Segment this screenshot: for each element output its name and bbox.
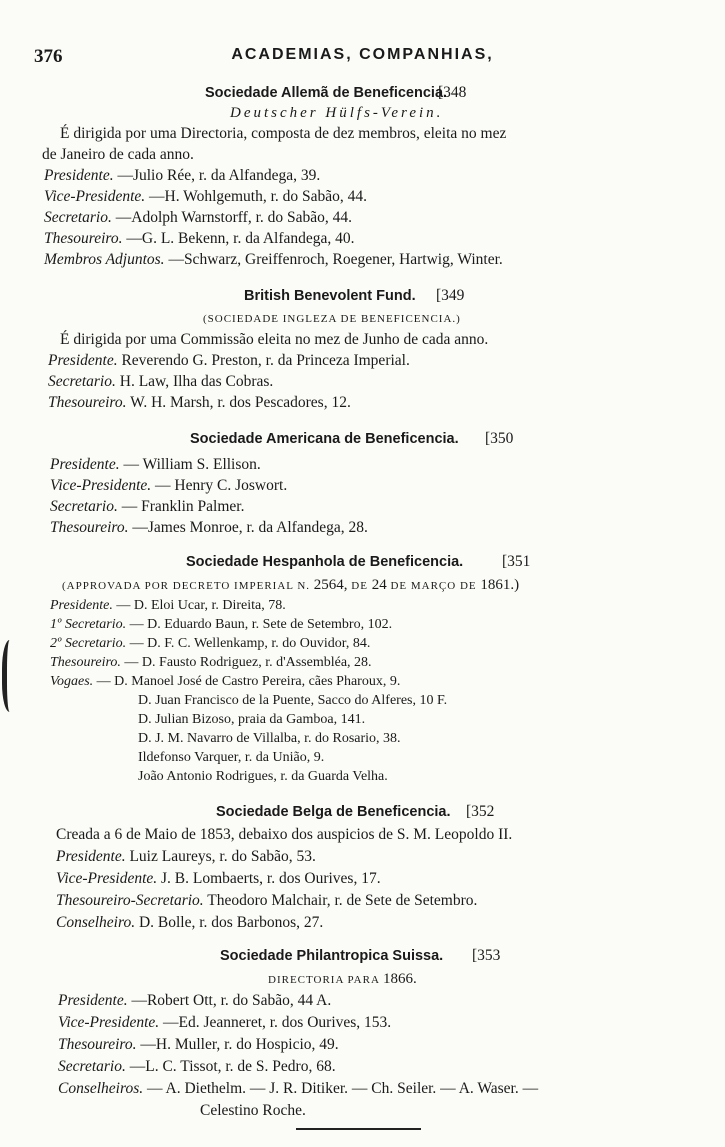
section-title: Sociedade Hespanhola de Beneficencia. — [186, 554, 464, 570]
entry-text: — D. Eduardo Baun, r. Sete de Setembro, 102. — [129, 617, 393, 632]
entry-role: Vogaes. — [50, 674, 94, 689]
entry-text: H. Law, Ilha das Cobras. — [119, 373, 274, 390]
entry-text: — D. Eloi Ucar, r. Direita, 78. — [116, 598, 286, 613]
entry-role: Vice-Presidente. — [44, 188, 146, 205]
entry-text: —Julio Rée, r. da Alfandega, 39. — [117, 167, 321, 184]
entry-role: Secretario. — [48, 373, 116, 390]
section-350-heading — [190, 430, 514, 448]
entry-line — [48, 373, 273, 391]
binding-edge-mark — [2, 640, 21, 712]
entry-line — [56, 914, 323, 932]
continuation-line: Celestino Roche. — [200, 1102, 306, 1119]
entry-role: Presidente. — [50, 598, 113, 613]
entry-role: Conselheiros. — [58, 1080, 144, 1097]
section-349-heading — [244, 287, 465, 305]
entry-line — [50, 616, 392, 634]
entry-text: J. B. Lombaerts, r. dos Ourives, 17. — [161, 870, 381, 887]
entry-line — [56, 848, 316, 866]
section-intro: Creada a 6 de Maio de 1853, debaixo dos auspicios de S. M. Leopoldo II. — [56, 826, 513, 843]
entry-line — [58, 992, 331, 1010]
entry-line — [50, 498, 244, 516]
entry-role: Vice-Presidente. — [50, 477, 152, 494]
entry-role: Thesoureiro. — [58, 1036, 137, 1053]
section-number: [348 — [438, 84, 467, 101]
running-title: ACADEMIAS, COMPANHIAS, — [231, 46, 494, 63]
vogal-line: Ildefonso Varquer, r. da União, 9. — [138, 750, 325, 765]
entry-text: —James Monroe, r. da Alfandega, 28. — [132, 519, 368, 536]
entry-line — [48, 352, 410, 370]
entry-role: Conselheiro. — [56, 914, 136, 931]
vogal-line: D. J. M. Navarro de Villalba, r. do Rosario, 38. — [138, 731, 401, 746]
entry-role: 2º Secretario. — [50, 636, 127, 651]
entry-role: 1º Secretario. — [50, 617, 127, 632]
entry-role: Presidente. — [56, 848, 126, 865]
section-number: [353 — [472, 947, 501, 964]
page-number: 376 — [34, 46, 63, 67]
entry-line — [50, 654, 372, 672]
entry-line — [58, 1014, 391, 1032]
entry-role: Secretario. — [44, 209, 112, 226]
entry-text: — Henry C. Joswort. — [155, 477, 288, 494]
entry-text: Reverendo G. Preston, r. da Princeza Imperial. — [121, 352, 410, 369]
section-intro: É dirigida por uma Directoria, composta de dez membros, eleita no mez — [60, 125, 507, 142]
entry-line — [50, 477, 287, 495]
entry-text: — Franklin Palmer. — [121, 498, 245, 515]
vogal-line: João Antonio Rodrigues, r. da Guarda Velha. — [138, 769, 388, 784]
entry-line — [58, 1058, 336, 1076]
decree-mid: DE — [351, 580, 368, 592]
entry-line — [50, 597, 286, 615]
entry-text: D. Bolle, r. dos Barbonos, 27. — [138, 914, 324, 931]
entry-line — [50, 519, 368, 537]
entry-line — [56, 892, 477, 910]
entry-text: —Schwarz, Greiffenroch, Roegener, Hartwig, Winter. — [168, 251, 503, 268]
entry-line — [58, 1036, 339, 1054]
section-title: Sociedade Belga de Beneficencia. — [216, 804, 451, 820]
entry-role: Thesoureiro. — [50, 655, 121, 670]
entry-role: Thesoureiro. — [50, 519, 129, 536]
section-title: Sociedade Allemã de Beneficencia. — [205, 85, 448, 101]
entry-line — [50, 673, 400, 691]
entry-role: Thesoureiro-Secretario. — [56, 892, 204, 909]
section-number: [351 — [502, 553, 531, 570]
entry-text: —Robert Ott, r. do Sabão, 44 A. — [131, 992, 332, 1009]
entry-role: Vice-Presidente. — [58, 1014, 160, 1031]
entry-role: Secretario. — [58, 1058, 126, 1075]
section-351-heading — [186, 553, 531, 571]
entry-role: Vice-Presidente. — [56, 870, 158, 887]
entry-role: Thesoureiro. — [48, 394, 127, 411]
entry-line — [50, 635, 370, 653]
entry-text: —H. Muller, r. do Hospicio, 49. — [140, 1036, 339, 1053]
section-subtitle: Deutscher Hülfs-Verein. — [230, 105, 444, 121]
section-353-heading — [220, 947, 501, 965]
entry-text: — A. Diethelm. — J. R. Ditiker. — Ch. Seiler. — A. Waser. — — [146, 1080, 539, 1097]
entry-line — [50, 456, 261, 474]
entry-text: —L. C. Tissot, r. de S. Pedro, 68. — [129, 1058, 336, 1075]
entry-line — [58, 1080, 538, 1098]
section-intro: de Janeiro de cada anno. — [42, 146, 194, 163]
entry-text: —Ed. Jeanneret, r. dos Ourives, 153. — [163, 1014, 392, 1031]
entry-line — [44, 251, 503, 269]
entry-line — [56, 870, 381, 888]
entry-line — [44, 188, 367, 206]
entry-text: —G. L. Bekenn, r. da Alfandega, 40. — [126, 230, 355, 247]
entry-line — [44, 209, 352, 227]
directoria-year: 1866. — [383, 971, 417, 987]
entry-role: Presidente. — [48, 352, 118, 369]
section-subtitle: (SOCIEDADE INGLEZA DE BENEFICENCIA.) — [203, 313, 461, 325]
entry-text: W. H. Marsh, r. dos Pescadores, 12. — [130, 394, 351, 411]
entry-text: — D. Manoel José de Castro Pereira, cães Pharoux, 9. — [96, 674, 401, 689]
decree-suffix: DE MARÇO DE — [390, 580, 477, 592]
entry-role: Membros Adjuntos. — [44, 251, 165, 268]
entry-text: — D. F. C. Wellenkamp, r. do Ouvidor, 84. — [129, 636, 371, 651]
decree-number: 2564, — [313, 577, 348, 593]
entry-role: Presidente. — [50, 456, 120, 473]
entry-text: — William S. Ellison. — [123, 456, 261, 473]
section-348-heading — [205, 84, 467, 102]
entry-role: Presidente. — [58, 992, 128, 1009]
closing-rule — [296, 1128, 421, 1130]
directoria-label: DIRECTORIA PARA — [268, 974, 380, 986]
section-title: Sociedade Philantropica Suissa. — [220, 948, 444, 964]
vogal-line: D. Julian Bizoso, praia da Gamboa, 141. — [138, 712, 366, 727]
decree-day: 24 — [371, 577, 387, 593]
entry-text: Theodoro Malchair, r. de Sete de Setembro. — [207, 892, 478, 909]
section-title: British Benevolent Fund. — [244, 288, 416, 304]
entry-role: Secretario. — [50, 498, 118, 515]
entry-line — [48, 394, 351, 412]
decree-line — [62, 576, 519, 595]
entry-text: —H. Wohlgemuth, r. do Sabão, 44. — [149, 188, 368, 205]
vogal-line: D. Juan Francisco de la Puente, Sacco do Alferes, 10 F. — [138, 693, 448, 708]
entry-text: Luiz Laureys, r. do Sabão, 53. — [129, 848, 316, 865]
section-352-heading — [216, 803, 495, 821]
section-number: [352 — [466, 803, 495, 820]
entry-text: —Adolph Warnstorff, r. do Sabão, 44. — [115, 209, 353, 226]
decree-prefix: (APPROVADA POR DECRETO IMPERIAL N. — [62, 580, 311, 592]
entry-role: Presidente. — [44, 167, 114, 184]
section-intro: É dirigida por uma Commissão eleita no mez de Junho de cada anno. — [60, 331, 489, 348]
entry-text: — D. Fausto Rodriguez, r. d'Assembléa, 28. — [124, 655, 372, 670]
entry-line — [44, 167, 320, 185]
section-number: [350 — [485, 430, 514, 447]
section-number: [349 — [436, 287, 465, 304]
section-title: Sociedade Americana de Beneficencia. — [190, 431, 459, 447]
decree-year: 1861.) — [480, 577, 520, 593]
entry-role: Thesoureiro. — [44, 230, 123, 247]
directoria-line — [268, 970, 417, 989]
entry-line — [44, 230, 355, 248]
